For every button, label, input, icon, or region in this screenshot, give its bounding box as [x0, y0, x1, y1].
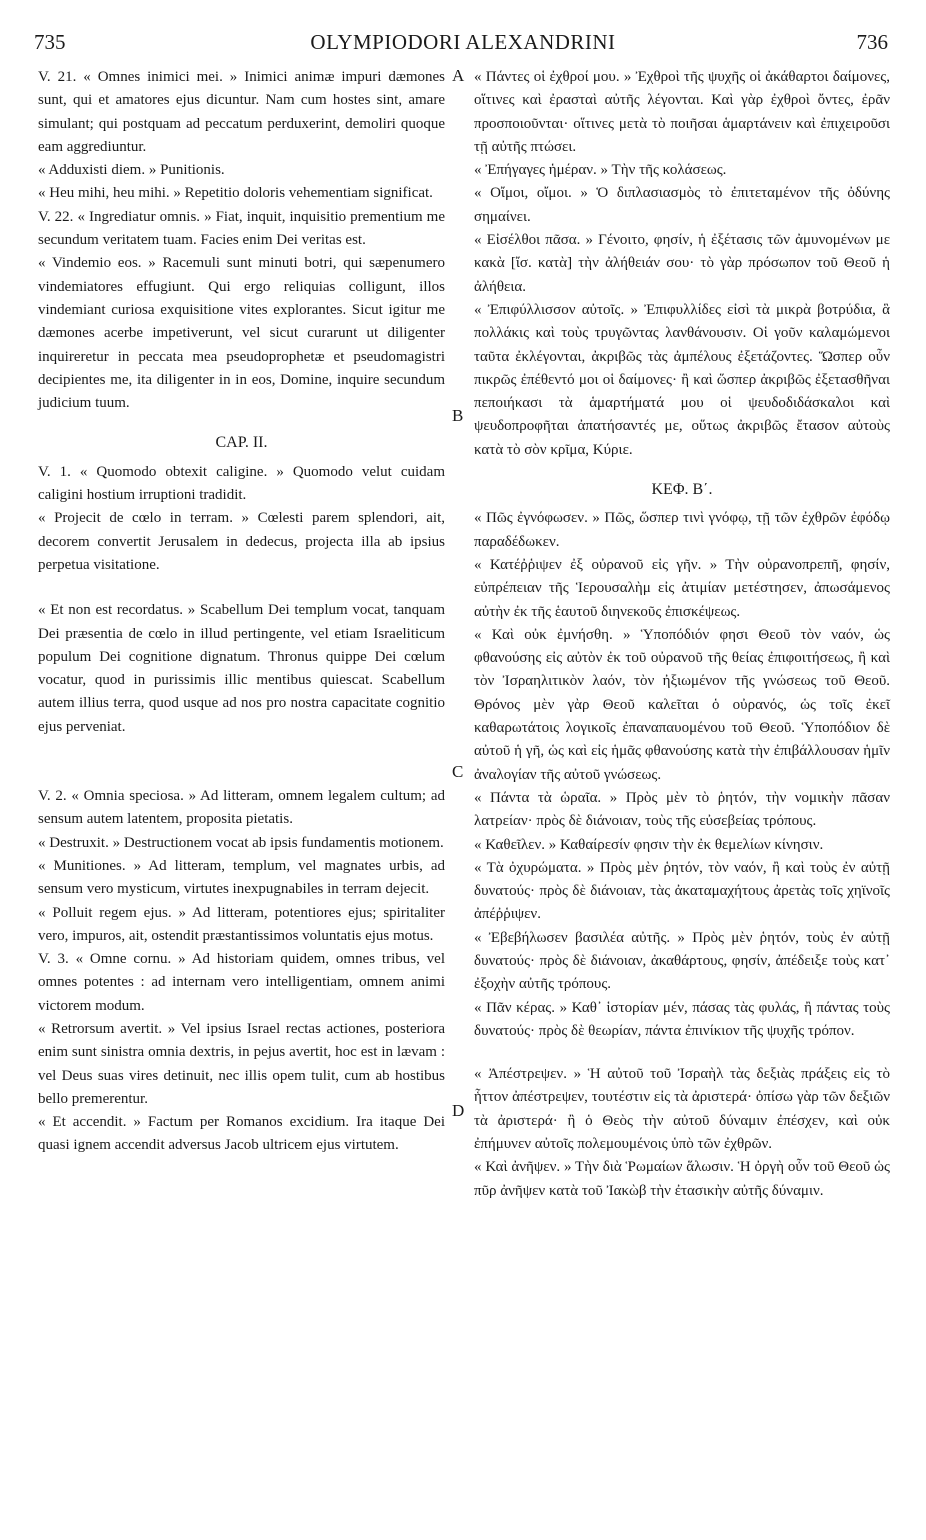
page-number-right: 736 [856, 30, 888, 54]
greek-paragraph: « Καθεῖλεν. » Καθαίρεσίν φησιν τὴν ἐκ θεμελίων κίνησιν. [474, 836, 824, 853]
latin-paragraph: V. 3. « Omne cornu. » Ad historiam quidem, omnes tribus, vel omnes potentes : ad internam vero intelligentiam, omnem animi victorem modum. [38, 951, 445, 1014]
greek-paragraph: « Πάντα τὰ ὡραῖα. » Πρὸς μὲν τὸ ῥητόν, τὴν νομικὴν πᾶσαν λατρείαν· πρὸς δὲ διάνοιαν, τοὺς τῆς εὐσεβείας τρόπους. [474, 789, 890, 830]
latin-paragraph: « Projecit de cœlo in terram. » Cœlesti parem splendori, ait, decorem convertit Jerusalem in dedecus, projecta illa ab ipsius perpetua visitatione. [38, 510, 445, 573]
greek-paragraph: « Ἀπέστρεψεν. » Ἡ αὐτοῦ τοῦ Ἰσραὴλ τὰς δεξιὰς πράξεις εἰς τὸ ἧττον ἀπέστρεψεν, τουτέστιν εἰς τὰ ἀριστερά· ὀπίσω γὰρ τῶν δεξιῶν τὰ ἀριστερά· ἢ ὁ Θεὸς τὴν αὐτοῦ δύναμιν ἐπέσχεν, καὶ οὐκ ἐπήμυνεν αὐτοῖς πολεμουμένοις ὑπὸ τῶν ἐχθρῶν. [474, 1066, 890, 1153]
running-title: OLYMPIODORI ALEXANDRINI [310, 30, 616, 54]
chapter-heading-latin: CAP. II. [215, 434, 268, 452]
greek-paragraph: « Τὰ ὀχυρώματα. » Πρὸς μὲν ῥητόν, τὸν ναόν, ἢ καὶ τοὺς ἐν αὐτῇ δυνατούς· πρὸς δὲ διάνοιαν, τὰς ἀκαταμαχήτους ἀρετὰς τοῖς χηϊνοῖς ἀπέῤῥιψεν. [474, 859, 890, 923]
chapter-heading-greek: ΚΕΦ. Β΄. [651, 481, 713, 499]
latin-paragraph: « Munitiones. » Ad litteram, templum, vel magnates urbis, ad sensum vero mysticum, virtutes inexpugnabiles in terram dejecit. [38, 857, 445, 898]
margin-marker-b: B [452, 406, 464, 425]
latin-column [38, 66, 445, 1158]
greek-paragraph: « Πῶς ἐγνόφωσεν. » Πῶς, ὥσπερ τινὶ γνόφῳ, τῇ τῶν ἐχθρῶν ἐφόδῳ παραδέδωκεν. [474, 510, 890, 550]
page-header [0, 0, 926, 70]
latin-paragraph: « Vindemio eos. » Racemuli sunt minuti botri, qui sæpenumero vindemiatores effugiunt. Qui ergo reliquias colligunt, illos vindemiant curiosa exquisitione vites explorantes. Sicut igitur me dæmones acerbe impetiverunt, vel sicut curarunt ut diligenter inquireretur in peccata mea pseudoprophetæ et pseudomagistri decipientes me, ita diligenter in in eos, Domine, inquire secundum judicium tuum. [38, 255, 445, 412]
margin-marker-d: D [452, 1101, 465, 1120]
latin-paragraph: « Retrorsum avertit. » Vel ipsius Israel rectas actiones, posteriora enim sunt sinistra omnia dextris, in pejus avertit, hoc est in lævam : vel Deus suas vires detinuit, nec illis opem tulit, cum ab hostibus bello premerentur. [38, 1020, 445, 1107]
margin-marker-c: C [452, 762, 464, 781]
greek-paragraph: « Ἐπιφύλλισσον αὐτοῖς. » Ἐπιφυλλίδες εἰσὶ τὰ μικρὰ βοτρύδια, ἃ πολλάκις καὶ τοὺς τρυγῶντας λανθάνουσιν. Οἱ γοῦν καλαμώμενοι ταῦτα ἐκλέγονται, ἀκριβῶς τὰς ἀμπέλους ἐξετάζοντες. Ὥσπερ οὖν πικρῶς ἐπέθεντό μοι οἱ δαίμονες· ἢ καὶ ὥσπερ ἀκριβῶς ἐξετασθῆναι πεποιήκασι τὰ ἁμαρτήματά μου οἱ ψευδοδιδάσκαλοι καὶ ψευδοπροφῆται ἀπατήσαντές με, οὕτως ἀκριβῶς ἔτασον αὐτοὺς κατὰ τὸ σὸν κρῖμα, Κύριε. [474, 301, 890, 458]
greek-paragraph: « Κατέῤῥιψεν ἐξ οὐρανοῦ εἰς γῆν. » Τὴν οὐρανοπρεπῆ, φησίν, εὐπρέπειαν τῆς Ἱερουσαλὴμ εἰς ἀτιμίαν μετέστησεν, ἀπωσάμενος αὐτὴν ἐκ τῆς ἑαυτοῦ διηνεκοῦς ἐπισκέψεως. [474, 556, 890, 620]
margin-marker-a: A [452, 66, 465, 85]
latin-paragraph: V. 2. « Omnia speciosa. » Ad litteram, omnem legalem cultum; ad sensum autem latentem, proposita pietatis. [38, 788, 445, 828]
latin-paragraph: V. 21. « Omnes inimici mei. » Inimici animæ impuri dæmones sunt, qui et amatores ejus dicuntur. Nam cum hostes sint, amare simulant; qui postquam ad peccatum perduxerint, demoliri quoque eam aggrediuntur. [38, 69, 445, 155]
latin-paragraph: « Destruxit. » Destructionem vocat ab ipsis fundamentis motionem. [38, 834, 444, 851]
latin-paragraph: « Et accendit. » Factum per Romanos excidium. Ira itaque Dei quasi ignem accendit adversus Jacob ultricem ejus virtutem. [38, 1114, 445, 1154]
greek-paragraph: « Καὶ ἀνῆψεν. » Τὴν διὰ Ῥωμαίων ἅλωσιν. Ἡ ὀργὴ οὖν τοῦ Θεοῦ ὡς πῦρ ἀνῆψεν κατὰ τοῦ Ἰακὼβ τὴν ἐτασικὴν αὐτῆς δύναμιν. [474, 1159, 890, 1199]
greek-paragraph: « Εἰσέλθοι πᾶσα. » Γένοιτο, φησίν, ἡ ἐξέτασις τῶν ἀμυνομένων με κακὰ [ἴσ. κατὰ] τὴν ἀλήθειάν σου· τὸ γὰρ πρόσωπον τοῦ Θεοῦ ἡ ἀλήθεια. [474, 232, 890, 295]
greek-paragraph: « Ἐπήγαγες ἡμέραν. » Τὴν τῆς κολάσεως. [474, 162, 727, 179]
latin-paragraph: « Polluit regem ejus. » Ad litteram, potentiores ejus; spiritaliter vero, impuros, ait, ostendit præstantissimos voluntatis ejus motus. [38, 904, 445, 944]
page-number-left: 735 [34, 30, 66, 54]
latin-paragraph: V. 22. « Ingrediatur omnis. » Fiat, inquit, inquisitio prementium me secundum veritatem tuam. Facies enim Dei veritas est. [38, 208, 445, 249]
greek-paragraph: « Πᾶν κέρας. » Καθ᾽ ἱστορίαν μέν, πάσας τὰς φυλάς, ἢ πάντας τοὺς δυνατούς· πρὸς δὲ θεωρίαν, πάντα ἐπινίκιον τῆς ψυχῆς τρόπον. [474, 999, 890, 1039]
greek-paragraph: « Ἐβεβήλωσεν βασιλέα αὐτῆς. » Πρὸς μὲν ῥητόν, τοὺς ἐν αὐτῇ δυνατούς· πρὸς δὲ διάνοιαν, ἀκαθάρτους, φησίν, ἀπέδειξε τοὺς κατ᾽ ἐξοχὴν αὐτῆς τρόπους. [474, 929, 890, 993]
latin-paragraph: « Adduxisti diem. » Punitionis. [38, 162, 225, 179]
greek-paragraph: « Καὶ οὐκ ἐμνήσθη. » Ὑποπόδιόν φησι Θεοῦ τὸν ναόν, ὡς φθανούσης εἰς αὐτὸν ἐκ τοῦ οὐρανοῦ τῆς θείας ἐπιφοιτήσεως, ἢ καὶ τὸν Ἰσραηλιτικὸν λαόν, τὸν ἠξιωμένον τῆς γνώσεως τοῦ Θεοῦ. Θρόνος μὲν γὰρ Θεοῦ καλεῖται ὁ οὐρανός, ὡς τοῖς ἐκεῖ καθαρωτάτοις λογικοῖς ἐπαναπαυομένου τοῦ Θεοῦ. Ὑποπόδιον δὲ αὐτοῦ ἡ γῆ, ὡς καὶ εἰς ἡμᾶς φθανούσης κατὰ τὴν ἐπιβάλλουσαν ἡμῖν ἀναλογίαν τῆς αὐτοῦ γνώσεως. [474, 626, 890, 783]
greek-paragraph: « Πάντες οἱ ἐχθροί μου. » Ἐχθροὶ τῆς ψυχῆς οἱ ἀκάθαρτοι δαίμονες, οἵτινες καὶ ἐρασταὶ αὐτῆς λέγονται. Καὶ γὰρ ἐχθροὶ ὄντες, ἐρᾶν προσποιοῦνται· οἵτινες μετὰ τὸ ποιῆσαι ἁμαρτάνειν καὶ ἐπιχειροῦσι τῇ αὐτῆς πτώσει. [474, 69, 890, 155]
latin-paragraph: « Et non est recordatus. » Scabellum Dei templum vocat, tanquam Dei præsentia de cœlo in illud pertingente, vel etiam Israeliticum populum Dei cognitione dignatum. Thronus quippe Dei cœlum vocatur, quod in purissimis illic mentibus quiescat. Scabellum autem illius terra, quod usque ad nos pro nostra capacitate cognitio ejus perveniat. [38, 602, 445, 735]
latin-paragraph: « Heu mihi, heu mihi. » Repetitio doloris vehementiam significat. [38, 185, 433, 202]
greek-paragraph: « Οἴμοι, οἴμοι. » Ὁ διπλασιασμὸς τὸ ἐπιτεταμένον τῆς ὀδύνης σημαίνει. [474, 185, 890, 225]
latin-paragraph: V. 1. « Quomodo obtexit caligine. » Quomodo velut cuidam caligini hostium irruptioni tradidit. [38, 463, 445, 504]
greek-column [474, 66, 890, 1203]
